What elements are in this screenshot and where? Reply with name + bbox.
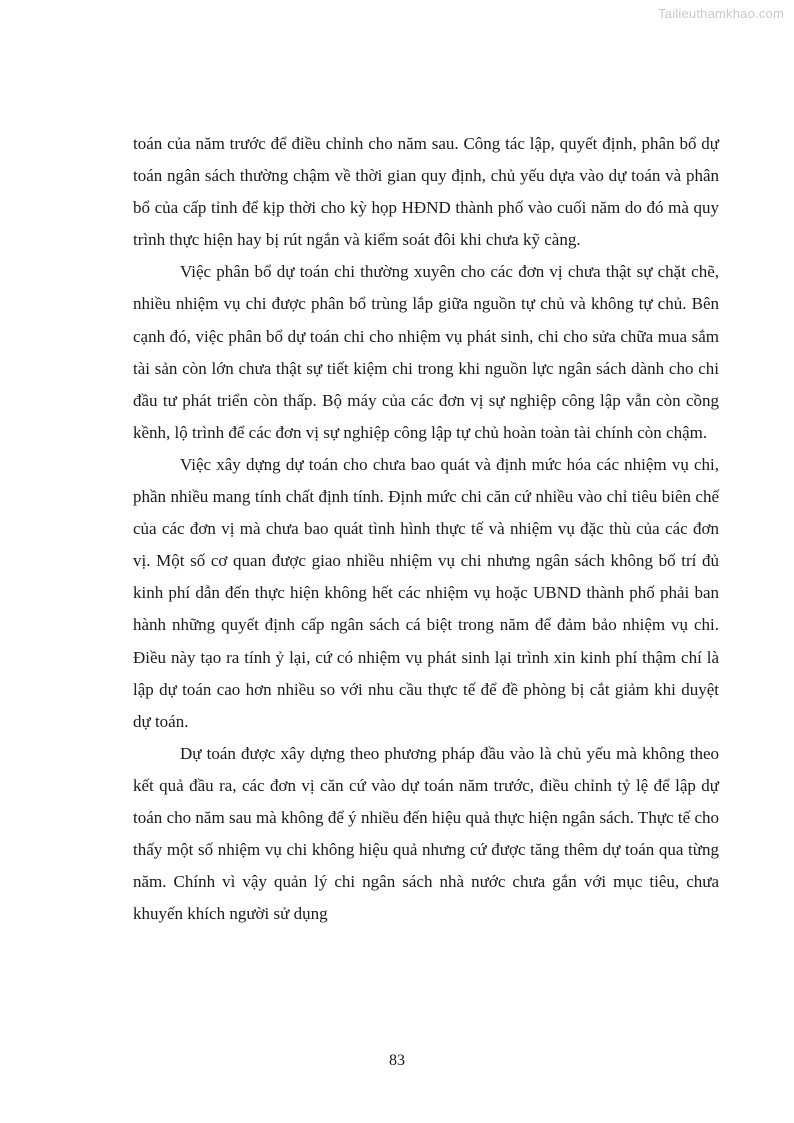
paragraph-2: Việc phân bổ dự toán chi thường xuyên cho các đơn vị chưa thật sự chặt chẽ, nhiều nhiệm vụ chi được phân bổ trùng lắp giữa nguồn tự chủ và không tự chủ. Bên cạnh đó, việc phân bổ dự toán chi cho nhiệm vụ phát sinh, chi cho sửa chữa mua sắm tài sản còn lớn chưa thật sự tiết kiệm chi trong khi nguồn lực ngân sách dành cho chi đầu tư phát triển còn thấp. Bộ máy của các đơn vị sự nghiệp công lập vẫn còn cồng kềnh, lộ trình để các đơn vị sự nghiệp công lập tự chủ hoàn toàn tài chính còn chậm. [133,262,719,442]
paragraph-3: Việc xây dựng dự toán cho chưa bao quát và định mức hóa các nhiệm vụ chi, phần nhiều mang tính chất định tính. Định mức chi căn cứ nhiều vào chỉ tiêu biên chế của các đơn vị mà chưa bao quát tình hình thực tế và nhiệm vụ đặc thù của các đơn vị. Một số cơ quan được giao nhiều nhiệm vụ chi nhưng ngân sách không bố trí đủ kinh phí dẫn đến thực hiện không hết các nhiệm vụ hoặc UBND thành phố phải ban hành những quyết định cấp ngân sách cá biệt trong năm để đảm bảo nhiệm vụ chi. Điều này tạo ra tính ỷ lại, cứ có nhiệm vụ phát sinh lại trình xin kinh phí thậm chí là lập dự toán cao hơn nhiều so với nhu cầu thực tế để đề phòng bị cắt giảm khi duyệt dự toán. [133,454,719,731]
paragraph-4: Dự toán được xây dựng theo phương pháp đầu vào là chủ yếu mà không theo kết quả đầu ra, các đơn vị căn cứ vào dự toán năm trước, điều chỉnh tỷ lệ để lập dự toán cho năm sau mà không để ý nhiều đến hiệu quả thực hiện ngân sách. Thực tế cho thấy một số nhiệm vụ chi không hiệu quả nhưng cứ được tăng thêm dự toán qua từng năm. Chính vì vậy quản lý chi ngân sách nhà nước chưa gắn với mục tiêu, chưa khuyến khích người sử dụng [133,743,719,924]
document-body [133,128,719,930]
paragraph-1: toán của năm trước để điều chỉnh cho năm sau. Công tác lập, quyết định, phân bổ dự toán ngân sách thường chậm về thời gian quy định, chủ yếu dựa vào dự toán và phân bổ của cấp tỉnh để kịp thời cho kỳ họp HĐND thành phố vào cuối năm do đó mà quy trình thực hiện hay bị rút ngắn và kiểm soát đôi khi chưa kỹ càng. [133,134,719,250]
page-number: 83 [389,1052,405,1069]
watermark-text: Tailieuthamkhao.com [658,6,784,21]
